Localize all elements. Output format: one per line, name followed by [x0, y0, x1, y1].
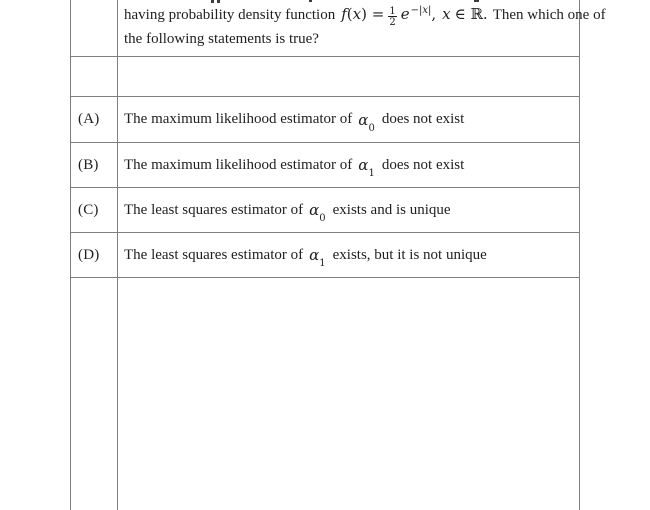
option-text-cell	[118, 233, 579, 277]
question-table	[70, 0, 606, 510]
option-text-before: The least squares estimator of	[124, 201, 304, 218]
option-label: (C)	[78, 201, 99, 218]
empty-left-cell	[71, 278, 118, 510]
alpha-letter: α	[309, 201, 320, 219]
domain-membership: ∈ ℝ.	[454, 5, 488, 23]
question-text-after-formula: Then which one of	[492, 7, 606, 23]
formula-comma: ,	[431, 5, 437, 23]
option-label: (D)	[78, 246, 100, 263]
alpha-symbol	[309, 246, 326, 269]
question-text-before-formula: having probability density function	[124, 7, 336, 23]
option-text-cell	[118, 97, 579, 142]
question-row	[71, 0, 606, 57]
empty-main-cell	[118, 278, 579, 510]
option-row-b	[71, 143, 579, 188]
option-text-cell	[118, 143, 579, 187]
option-label-cell	[71, 143, 118, 187]
formula-variable: x	[352, 5, 362, 23]
option-text-before: The maximum likelihood estimator of	[124, 111, 353, 127]
option-label-cell	[71, 188, 118, 232]
formula-equals: ) =	[361, 5, 385, 23]
option-label: (A)	[78, 111, 100, 127]
alpha-symbol	[358, 156, 375, 179]
formula-open-paren: (	[346, 5, 353, 23]
option-row-a	[71, 97, 579, 143]
empty-main-cell	[118, 57, 579, 96]
formula-exponent: −|x|	[410, 5, 432, 16]
option-text-before: The maximum likelihood estimator of	[124, 156, 353, 173]
option-label-cell	[71, 233, 118, 277]
option-label: (B)	[78, 156, 99, 173]
option-row-d	[71, 233, 579, 278]
formula-domain	[442, 7, 488, 23]
formula-fraction	[388, 7, 396, 28]
alpha-symbol	[358, 110, 375, 134]
fraction-numerator: 1	[389, 6, 396, 17]
alpha-letter: α	[358, 156, 369, 174]
empty-left-cell	[71, 57, 118, 96]
option-label-cell	[71, 97, 118, 142]
domain-variable: x	[442, 5, 451, 23]
empty-answer-row	[71, 278, 579, 510]
alpha-subscript: 1	[368, 168, 375, 179]
question-line-2: the following statements is true?	[124, 31, 319, 47]
empty-row	[71, 57, 579, 97]
option-text-cell	[118, 188, 579, 232]
option-row-c	[71, 188, 579, 233]
option-text-before: The least squares estimator of	[124, 246, 304, 263]
alpha-subscript: 0	[319, 213, 326, 224]
question-number-cell	[71, 0, 118, 56]
alpha-letter: α	[309, 246, 320, 264]
formula-exponential-base: e	[400, 5, 410, 23]
alpha-subscript: 0	[368, 122, 375, 134]
question-text-cell	[118, 0, 612, 56]
alpha-letter: α	[358, 110, 369, 129]
option-text-after: does not exist	[381, 156, 465, 173]
option-text-after: does not exist	[381, 111, 465, 127]
alpha-symbol	[309, 201, 326, 224]
formula-function-name: f	[341, 5, 347, 23]
pdf-formula	[341, 5, 488, 28]
fraction-denominator: 2	[389, 17, 396, 28]
alpha-subscript: 1	[319, 258, 326, 269]
option-text-after: exists, but it is not unique	[332, 246, 487, 263]
option-text-after: exists and is unique	[332, 201, 451, 218]
question-line-1	[124, 3, 606, 28]
